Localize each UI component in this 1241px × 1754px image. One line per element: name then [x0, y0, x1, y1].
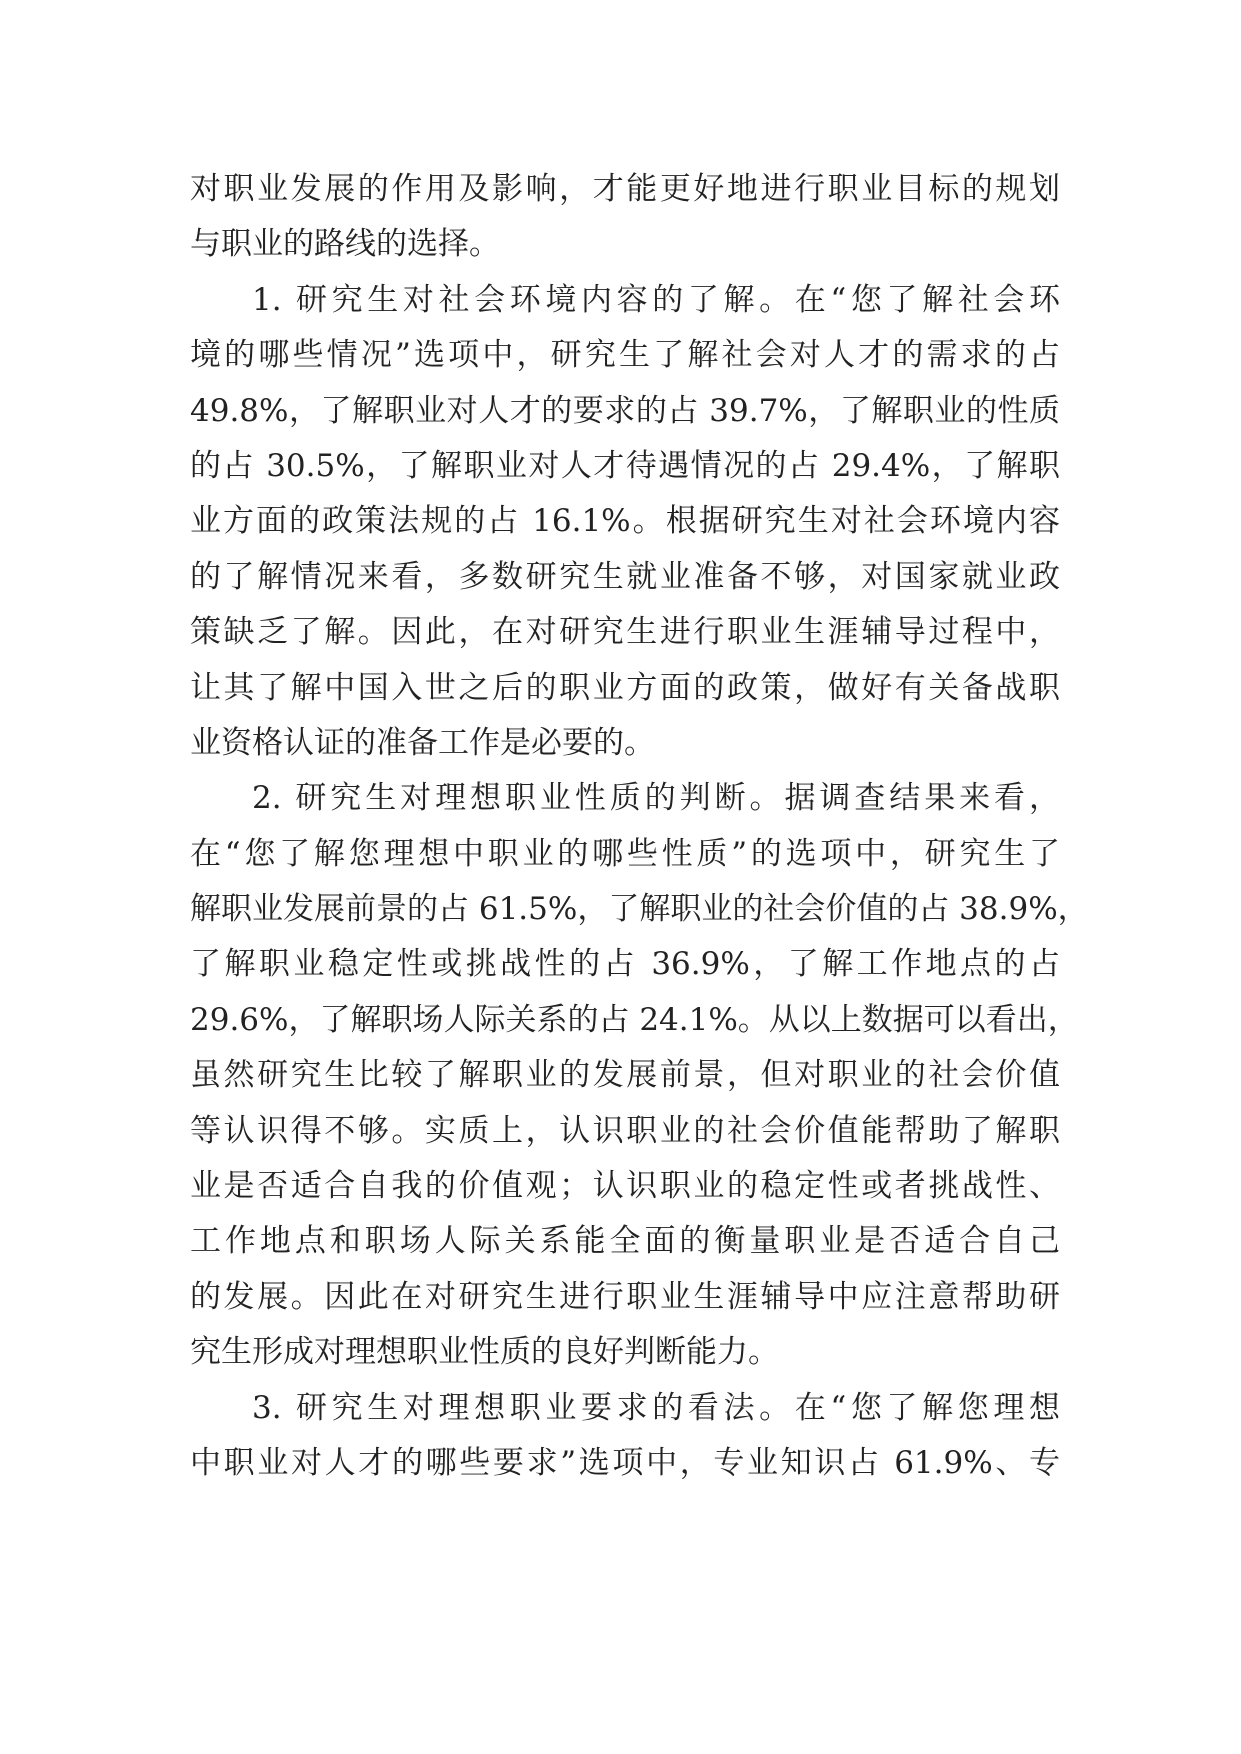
text-line: 对职业发展的作用及影响，才能更好地进行职业目标的规划	[190, 171, 1060, 207]
text-line: 中职业对人才的哪些要求”选项中，专业知识占 61.9%、专	[190, 1444, 1060, 1481]
text-line: 在“您了解您理想中职业的哪些性质”的选项中，研究生了	[190, 835, 1060, 872]
text-line: 等认识得不够。实质上，认识职业的社会价值能帮助了解职	[190, 1112, 1060, 1149]
text-line: 究生形成对理想职业性质的良好判断能力。	[190, 1334, 779, 1371]
text-line: 与职业的路线的选择。	[190, 226, 500, 263]
text-line: 了解职业稳定性或挑战性的占 36.9%，了解工作地点的占	[190, 946, 1060, 983]
text-line: 境的哪些情况”选项中，研究生了解社会对人才的需求的占	[190, 337, 1060, 374]
text-line: 29.6%，了解职场人际关系的占 24.1%。从以上数据可以看出，	[190, 1001, 1079, 1038]
body-text	[190, 162, 1089, 1491]
text-line: 工作地点和职场人际关系能全面的衡量职业是否适合自己	[190, 1223, 1060, 1260]
text-line: 2. 研究生对理想职业性质的判断。据调查结果来看，	[252, 780, 1060, 817]
text-line: 1. 研究生对社会环境内容的了解。在“您了解社会环	[252, 281, 1060, 318]
text-line: 的占 30.5%，了解职业对人才待遇情况的占 29.4%，了解职	[190, 447, 1060, 484]
text-line: 的发展。因此在对研究生进行职业生涯辅导中应注意帮助研	[190, 1278, 1060, 1315]
text-line: 业方面的政策法规的占 16.1%。根据研究生对社会环境内容	[190, 503, 1060, 540]
text-line: 的了解情况来看，多数研究生就业准备不够，对国家就业政	[190, 558, 1060, 595]
text-line: 解职业发展前景的占 61.5%，了解职业的社会价值的占 38.9%，	[190, 891, 1089, 928]
text-line: 让其了解中国入世之后的职业方面的政策，做好有关备战职	[190, 669, 1060, 706]
text-line: 业资格认证的准备工作是必要的。	[190, 724, 655, 761]
text-line: 虽然研究生比较了解职业的发展前景，但对职业的社会价值	[190, 1057, 1060, 1094]
text-line: 49.8%，了解职业对人才的要求的占 39.7%，了解职业的性质	[190, 392, 1060, 429]
text-line: 策缺乏了解。因此，在对研究生进行职业生涯辅导过程中，	[190, 614, 1060, 651]
text-line: 业是否适合自我的价值观；认识职业的稳定性或者挑战性、	[190, 1168, 1060, 1205]
text-line: 3. 研究生对理想职业要求的看法。在“您了解您理想	[252, 1389, 1060, 1426]
